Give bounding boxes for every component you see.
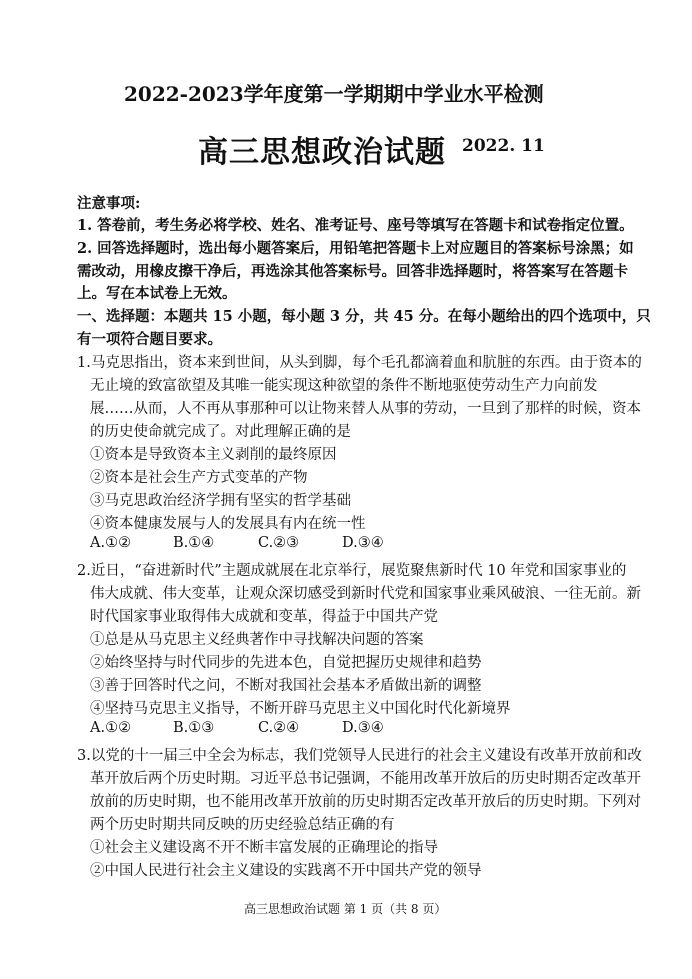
question-item: ③善于回答时代之问，不断对我国社会基本矛盾做出新的调整 — [90, 678, 482, 694]
question-item: ②始终坚持与时代同步的先进本色，自觉把握历史规律和趋势 — [90, 655, 482, 671]
question-stem-line: 无止境的致富欲望及其唯一能实现这种欲望的条件不断地驱使劳动生产力向前发 — [90, 378, 598, 394]
section-heading: 有一项符合题目要求。 — [77, 331, 222, 348]
question-item: ②中国人民进行社会主义建设的实践离不开中国共产党的领导 — [90, 863, 482, 879]
question-stem-line: 的历史使命就完成了。对此理解正确的是 — [90, 424, 351, 440]
option-c: C.②④ — [258, 720, 300, 736]
section-heading: 一、选择题：本题共 15 小题，每小题 3 分，共 45 分。在每小题给出的四个选项中，只 — [77, 308, 651, 325]
question-item: ①资本是导致资本主义剥削的最终原因 — [90, 447, 337, 463]
notice-line: 需改动，用橡皮擦干净后，再选涂其他答案标号。回答非选择题时，将答案写在答题卡 — [77, 263, 628, 280]
notice-line: 2. 回答选择题时，选出每小题答案后，用铅笔把答题卡上对应题目的答案标号涂黑；如 — [77, 240, 634, 257]
question-stem-line: 两个历史时期共同反映的历史经验总结正确的有 — [90, 817, 395, 833]
page-footer: 高三思想政治试题 第 1 页（共 8 页） — [244, 902, 447, 916]
question-stem-line: 时代国家事业取得伟大成就和变革，得益于中国共产党 — [90, 609, 438, 625]
question-stem-line: 展……从而，人不再从事那种可以让物来替人从事的劳动，一旦到了那样的时候，资本 — [90, 401, 641, 417]
question-stem-line: 3.以党的十一届三中全会为标志，我们党领导人民进行的社会主义建设有改革开放前和改 — [77, 748, 642, 764]
option-a: A.①② — [90, 535, 132, 551]
exam-subject: 高三思想政治试题 — [198, 135, 446, 170]
question-item: ①总是从马克思主义经典著作中寻找解决问题的答案 — [90, 632, 424, 648]
question-item: ④资本健康发展与人的发展具有内在统一性 — [90, 516, 366, 532]
question-item: ④坚持马克思主义指导，不断开辟马克思主义中国化时代化新境界 — [90, 701, 511, 717]
option-c: C.②③ — [258, 535, 300, 551]
exam-date: 2022. 11 — [462, 136, 545, 156]
option-d: D.③④ — [342, 720, 384, 736]
question-stem-line: 伟大成就、伟大变革，让观众深切感受到新时代党和国家事业乘风破浪、一往无前。新 — [90, 586, 641, 602]
question-stem-line: 革开放后两个历史时期。习近平总书记强调，不能用改革开放后的历史时期否定改革开 — [90, 771, 641, 787]
question-stem-line: 1.马克思指出，资本来到世间，从头到脚，每个毛孔都滴着血和肮脏的东西。由于资本的 — [77, 355, 642, 371]
notice-line: 1. 答卷前，考生务必将学校、姓名、准考证号、座号等填写在答题卡和试卷指定位置。 — [77, 217, 634, 234]
exam-title: 2022-2023学年度第一学期期中学业水平检测 — [124, 82, 544, 106]
option-b: B.①④ — [173, 535, 215, 551]
option-b: B.①③ — [173, 720, 215, 736]
question-item: ②资本是社会生产方式变革的产物 — [90, 470, 308, 486]
question-item: ①社会主义建设离不开不断丰富发展的正确理论的指导 — [90, 840, 438, 856]
question-item: ③马克思政治经济学拥有坚实的哲学基础 — [90, 493, 351, 509]
question-stem-line: 2.近日，“奋进新时代”主题成就展在北京举行，展览聚焦新时代 10 年党和国家事业的 — [77, 563, 627, 579]
notice-heading: 注意事项: — [77, 195, 141, 212]
notice-line: 上。写在本试卷上无效。 — [77, 285, 237, 302]
option-d: D.③④ — [342, 535, 384, 551]
question-stem-line: 放前的历史时期，也不能用改革开放前的历史时期否定改革开放后的历史时期。下列对 — [90, 794, 641, 810]
option-a: A.①② — [90, 720, 132, 736]
